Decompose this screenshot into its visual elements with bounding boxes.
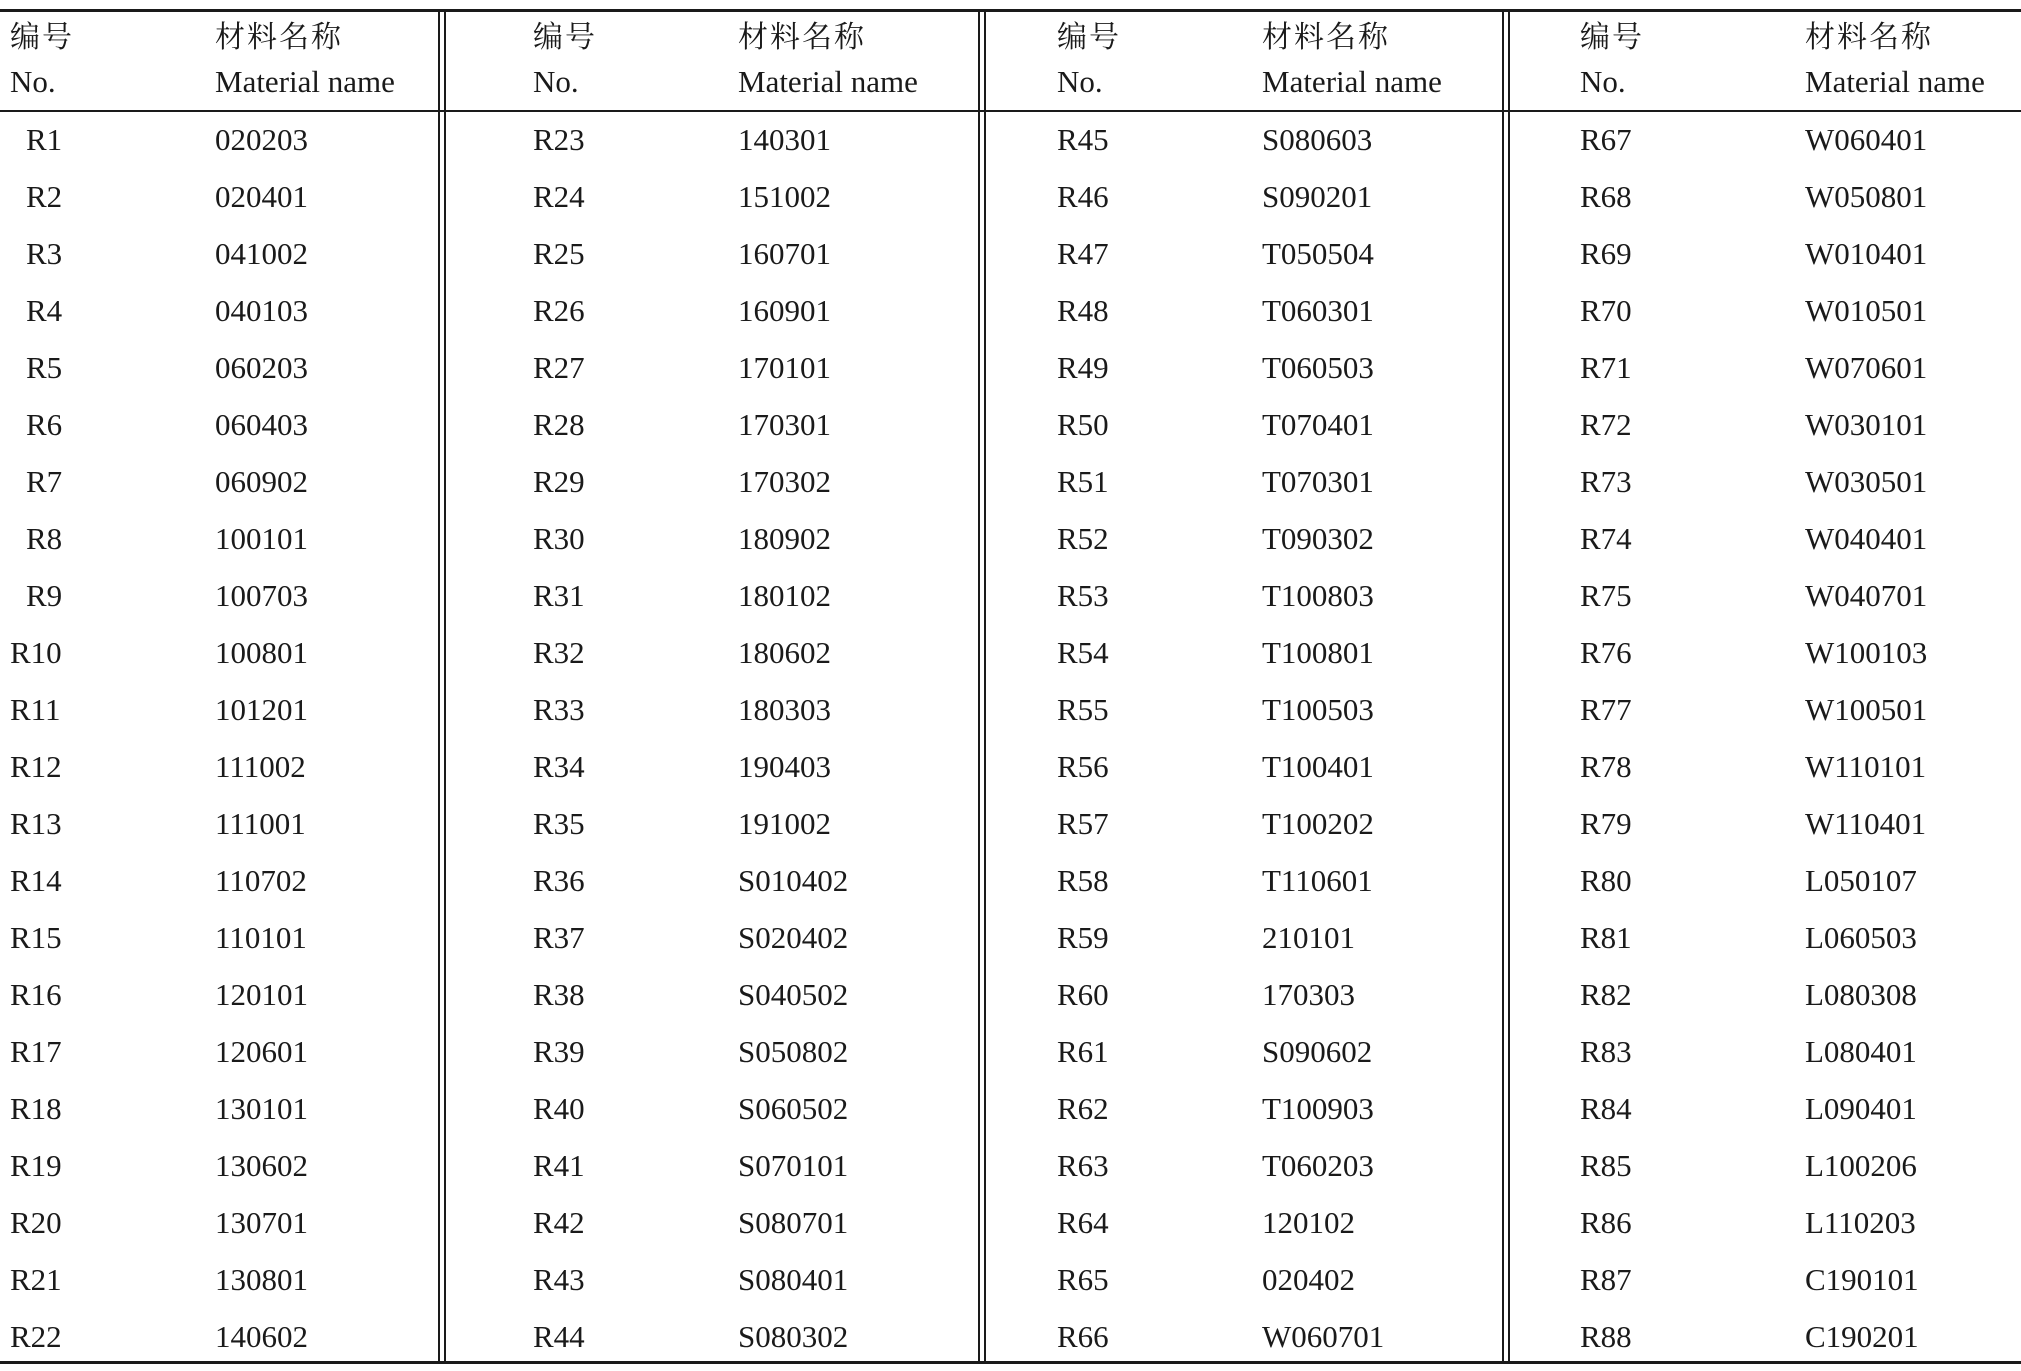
cell-material-name: L110203 xyxy=(1805,1205,1916,1240)
cell-no: R19 xyxy=(10,1148,62,1183)
cell-no: R81 xyxy=(1580,920,1632,955)
cell-material-name: T100903 xyxy=(1262,1091,1374,1126)
cell-material-name: S080302 xyxy=(738,1319,849,1354)
group-divider xyxy=(444,11,446,1361)
cell-material-name: W100501 xyxy=(1805,692,1928,727)
cell-no: R9 xyxy=(26,578,63,613)
cell-no: R7 xyxy=(26,464,63,499)
cell-no: R53 xyxy=(1057,578,1109,613)
cell-material-name: W040701 xyxy=(1805,578,1928,613)
cell-no: R12 xyxy=(10,749,62,784)
cell-material-name: W010501 xyxy=(1805,293,1928,328)
cell-material-name: 041002 xyxy=(215,236,308,271)
cell-material-name: T050504 xyxy=(1262,236,1374,271)
cell-material-name: T100202 xyxy=(1262,806,1374,841)
cell-no: R21 xyxy=(10,1262,62,1297)
cell-material-name: 100801 xyxy=(215,635,308,670)
cell-no: R73 xyxy=(1580,464,1632,499)
header-no-en: No. xyxy=(1057,64,1103,99)
cell-no: R35 xyxy=(533,806,585,841)
cell-no: R58 xyxy=(1057,863,1109,898)
cell-no: R48 xyxy=(1057,293,1109,328)
header-name-en: Material name xyxy=(738,64,918,99)
cell-no: R64 xyxy=(1057,1205,1109,1240)
cell-material-name: W030501 xyxy=(1805,464,1928,499)
cell-no: R88 xyxy=(1580,1319,1632,1354)
header-no-cn: 编号 xyxy=(10,20,74,55)
cell-no: R51 xyxy=(1057,464,1109,499)
cell-material-name: S050802 xyxy=(738,1034,849,1069)
header-no-cn: 编号 xyxy=(1580,20,1644,55)
header-no-en: No. xyxy=(533,64,579,99)
group-divider xyxy=(1502,11,1504,1361)
cell-material-name: 160901 xyxy=(738,293,831,328)
cell-material-name: 060902 xyxy=(215,464,308,499)
cell-no: R6 xyxy=(26,407,63,442)
cell-no: R36 xyxy=(533,863,585,898)
cell-material-name: 180902 xyxy=(738,521,831,556)
cell-material-name: 120601 xyxy=(215,1034,308,1069)
cell-no: R69 xyxy=(1580,236,1632,271)
cell-no: R78 xyxy=(1580,749,1632,784)
cell-material-name: 120102 xyxy=(1262,1205,1355,1240)
cell-material-name: 100101 xyxy=(215,521,308,556)
cell-no: R37 xyxy=(533,920,585,955)
cell-no: R39 xyxy=(533,1034,585,1069)
cell-no: R38 xyxy=(533,977,585,1012)
cell-no: R47 xyxy=(1057,236,1109,271)
cell-no: R70 xyxy=(1580,293,1632,328)
cell-material-name: 130602 xyxy=(215,1148,308,1183)
cell-material-name: W070601 xyxy=(1805,350,1928,385)
cell-no: R24 xyxy=(533,179,585,214)
table-bottom-rule xyxy=(0,1361,2021,1364)
cell-no: R13 xyxy=(10,806,62,841)
cell-material-name: 170302 xyxy=(738,464,831,499)
header-name-cn: 材料名称 xyxy=(215,20,343,55)
cell-no: R26 xyxy=(533,293,585,328)
cell-material-name: T090302 xyxy=(1262,521,1374,556)
cell-material-name: S080603 xyxy=(1262,122,1373,157)
cell-no: R85 xyxy=(1580,1148,1632,1183)
cell-material-name: 110702 xyxy=(215,863,307,898)
cell-material-name: 111002 xyxy=(215,749,306,784)
cell-no: R60 xyxy=(1057,977,1109,1012)
header-name-cn: 材料名称 xyxy=(1262,20,1390,55)
cell-no: R30 xyxy=(533,521,585,556)
cell-no: R41 xyxy=(533,1148,585,1183)
group-divider xyxy=(978,11,980,1361)
cell-material-name: W040401 xyxy=(1805,521,1928,556)
cell-no: R32 xyxy=(533,635,585,670)
cell-material-name: 210101 xyxy=(1262,920,1355,955)
cell-material-name: 060203 xyxy=(215,350,308,385)
header-no-cn: 编号 xyxy=(1057,20,1121,55)
table-header-rule xyxy=(0,110,2021,112)
cell-no: R10 xyxy=(10,635,62,670)
cell-material-name: L100206 xyxy=(1805,1148,1917,1183)
cell-no: R31 xyxy=(533,578,585,613)
cell-no: R67 xyxy=(1580,122,1632,157)
cell-no: R65 xyxy=(1057,1262,1109,1297)
cell-no: R45 xyxy=(1057,122,1109,157)
cell-material-name: 060403 xyxy=(215,407,308,442)
cell-material-name: 101201 xyxy=(215,692,308,727)
cell-material-name: 190403 xyxy=(738,749,831,784)
cell-no: R46 xyxy=(1057,179,1109,214)
cell-material-name: 170101 xyxy=(738,350,831,385)
group-divider xyxy=(1508,11,1510,1361)
header-name-en: Material name xyxy=(1805,64,1985,99)
cell-material-name: T110601 xyxy=(1262,863,1373,898)
cell-no: R27 xyxy=(533,350,585,385)
cell-no: R66 xyxy=(1057,1319,1109,1354)
cell-material-name: S070101 xyxy=(738,1148,849,1183)
cell-material-name: 140602 xyxy=(215,1319,308,1354)
table-top-rule xyxy=(0,9,2021,12)
cell-no: R14 xyxy=(10,863,62,898)
cell-material-name: 040103 xyxy=(215,293,308,328)
header-name-cn: 材料名称 xyxy=(738,20,866,55)
cell-material-name: T100401 xyxy=(1262,749,1374,784)
cell-no: R1 xyxy=(26,122,63,157)
cell-material-name: W110101 xyxy=(1805,749,1927,784)
cell-material-name: 110101 xyxy=(215,920,307,955)
cell-no: R52 xyxy=(1057,521,1109,556)
cell-material-name: S090201 xyxy=(1262,179,1373,214)
cell-no: R77 xyxy=(1580,692,1632,727)
cell-material-name: 130801 xyxy=(215,1262,308,1297)
cell-no: R86 xyxy=(1580,1205,1632,1240)
cell-no: R49 xyxy=(1057,350,1109,385)
cell-material-name: W060701 xyxy=(1262,1319,1385,1354)
cell-no: R44 xyxy=(533,1319,585,1354)
cell-no: R71 xyxy=(1580,350,1632,385)
cell-no: R29 xyxy=(533,464,585,499)
cell-no: R83 xyxy=(1580,1034,1632,1069)
cell-no: R17 xyxy=(10,1034,62,1069)
cell-material-name: 170301 xyxy=(738,407,831,442)
cell-material-name: 180602 xyxy=(738,635,831,670)
cell-no: R80 xyxy=(1580,863,1632,898)
cell-material-name: W100103 xyxy=(1805,635,1928,670)
cell-no: R34 xyxy=(533,749,585,784)
cell-no: R43 xyxy=(533,1262,585,1297)
cell-material-name: W110401 xyxy=(1805,806,1927,841)
cell-material-name: W060401 xyxy=(1805,122,1928,157)
cell-material-name: W050801 xyxy=(1805,179,1928,214)
cell-material-name: 180102 xyxy=(738,578,831,613)
cell-no: R50 xyxy=(1057,407,1109,442)
cell-material-name: S080701 xyxy=(738,1205,849,1240)
cell-material-name: 020401 xyxy=(215,179,308,214)
cell-material-name: T070301 xyxy=(1262,464,1374,499)
cell-no: R76 xyxy=(1580,635,1632,670)
cell-no: R25 xyxy=(533,236,585,271)
cell-material-name: T060503 xyxy=(1262,350,1374,385)
cell-material-name: T100801 xyxy=(1262,635,1374,670)
cell-no: R15 xyxy=(10,920,62,955)
cell-material-name: 140301 xyxy=(738,122,831,157)
cell-no: R87 xyxy=(1580,1262,1632,1297)
cell-no: R62 xyxy=(1057,1091,1109,1126)
header-no-cn: 编号 xyxy=(533,20,597,55)
cell-no: R16 xyxy=(10,977,62,1012)
cell-material-name: S060502 xyxy=(738,1091,849,1126)
cell-material-name: S020402 xyxy=(738,920,849,955)
cell-material-name: 020402 xyxy=(1262,1262,1355,1297)
cell-material-name: L090401 xyxy=(1805,1091,1917,1126)
header-name-en: Material name xyxy=(1262,64,1442,99)
cell-material-name: T100803 xyxy=(1262,578,1374,613)
cell-no: R72 xyxy=(1580,407,1632,442)
cell-no: R4 xyxy=(26,293,63,328)
header-no-en: No. xyxy=(1580,64,1626,99)
group-divider xyxy=(438,11,440,1361)
cell-material-name: S040502 xyxy=(738,977,849,1012)
cell-no: R18 xyxy=(10,1091,62,1126)
cell-material-name: 180303 xyxy=(738,692,831,727)
cell-no: R33 xyxy=(533,692,585,727)
cell-material-name: 191002 xyxy=(738,806,831,841)
cell-material-name: S010402 xyxy=(738,863,849,898)
cell-no: R59 xyxy=(1057,920,1109,955)
cell-material-name: W030101 xyxy=(1805,407,1928,442)
cell-material-name: T070401 xyxy=(1262,407,1374,442)
cell-material-name: C190201 xyxy=(1805,1319,1919,1354)
cell-no: R68 xyxy=(1580,179,1632,214)
cell-no: R11 xyxy=(10,692,61,727)
cell-no: R28 xyxy=(533,407,585,442)
cell-no: R3 xyxy=(26,236,63,271)
cell-no: R40 xyxy=(533,1091,585,1126)
cell-material-name: T100503 xyxy=(1262,692,1374,727)
cell-no: R56 xyxy=(1057,749,1109,784)
cell-no: R42 xyxy=(533,1205,585,1240)
cell-no: R75 xyxy=(1580,578,1632,613)
cell-no: R20 xyxy=(10,1205,62,1240)
cell-no: R79 xyxy=(1580,806,1632,841)
cell-no: R55 xyxy=(1057,692,1109,727)
cell-material-name: C190101 xyxy=(1805,1262,1919,1297)
cell-no: R74 xyxy=(1580,521,1632,556)
cell-material-name: 100703 xyxy=(215,578,308,613)
cell-no: R5 xyxy=(26,350,63,385)
cell-no: R8 xyxy=(26,521,63,556)
cell-material-name: T060203 xyxy=(1262,1148,1374,1183)
cell-no: R23 xyxy=(533,122,585,157)
cell-material-name: 130701 xyxy=(215,1205,308,1240)
header-no-en: No. xyxy=(10,64,56,99)
cell-material-name: S080401 xyxy=(738,1262,849,1297)
group-divider xyxy=(984,11,986,1361)
cell-material-name: 111001 xyxy=(215,806,306,841)
cell-no: R22 xyxy=(10,1319,62,1354)
cell-material-name: S090602 xyxy=(1262,1034,1373,1069)
cell-no: R54 xyxy=(1057,635,1109,670)
cell-no: R61 xyxy=(1057,1034,1109,1069)
cell-no: R82 xyxy=(1580,977,1632,1012)
header-name-en: Material name xyxy=(215,64,395,99)
cell-material-name: L060503 xyxy=(1805,920,1917,955)
cell-no: R84 xyxy=(1580,1091,1632,1126)
cell-no: R2 xyxy=(26,179,63,214)
cell-material-name: 130101 xyxy=(215,1091,308,1126)
cell-material-name: L080401 xyxy=(1805,1034,1917,1069)
cell-material-name: 020203 xyxy=(215,122,308,157)
cell-material-name: L080308 xyxy=(1805,977,1917,1012)
header-name-cn: 材料名称 xyxy=(1805,20,1933,55)
cell-material-name: 120101 xyxy=(215,977,308,1012)
cell-material-name: 170303 xyxy=(1262,977,1355,1012)
cell-no: R63 xyxy=(1057,1148,1109,1183)
cell-material-name: T060301 xyxy=(1262,293,1374,328)
cell-material-name: 151002 xyxy=(738,179,831,214)
cell-material-name: L050107 xyxy=(1805,863,1917,898)
cell-material-name: 160701 xyxy=(738,236,831,271)
cell-no: R57 xyxy=(1057,806,1109,841)
cell-material-name: W010401 xyxy=(1805,236,1928,271)
